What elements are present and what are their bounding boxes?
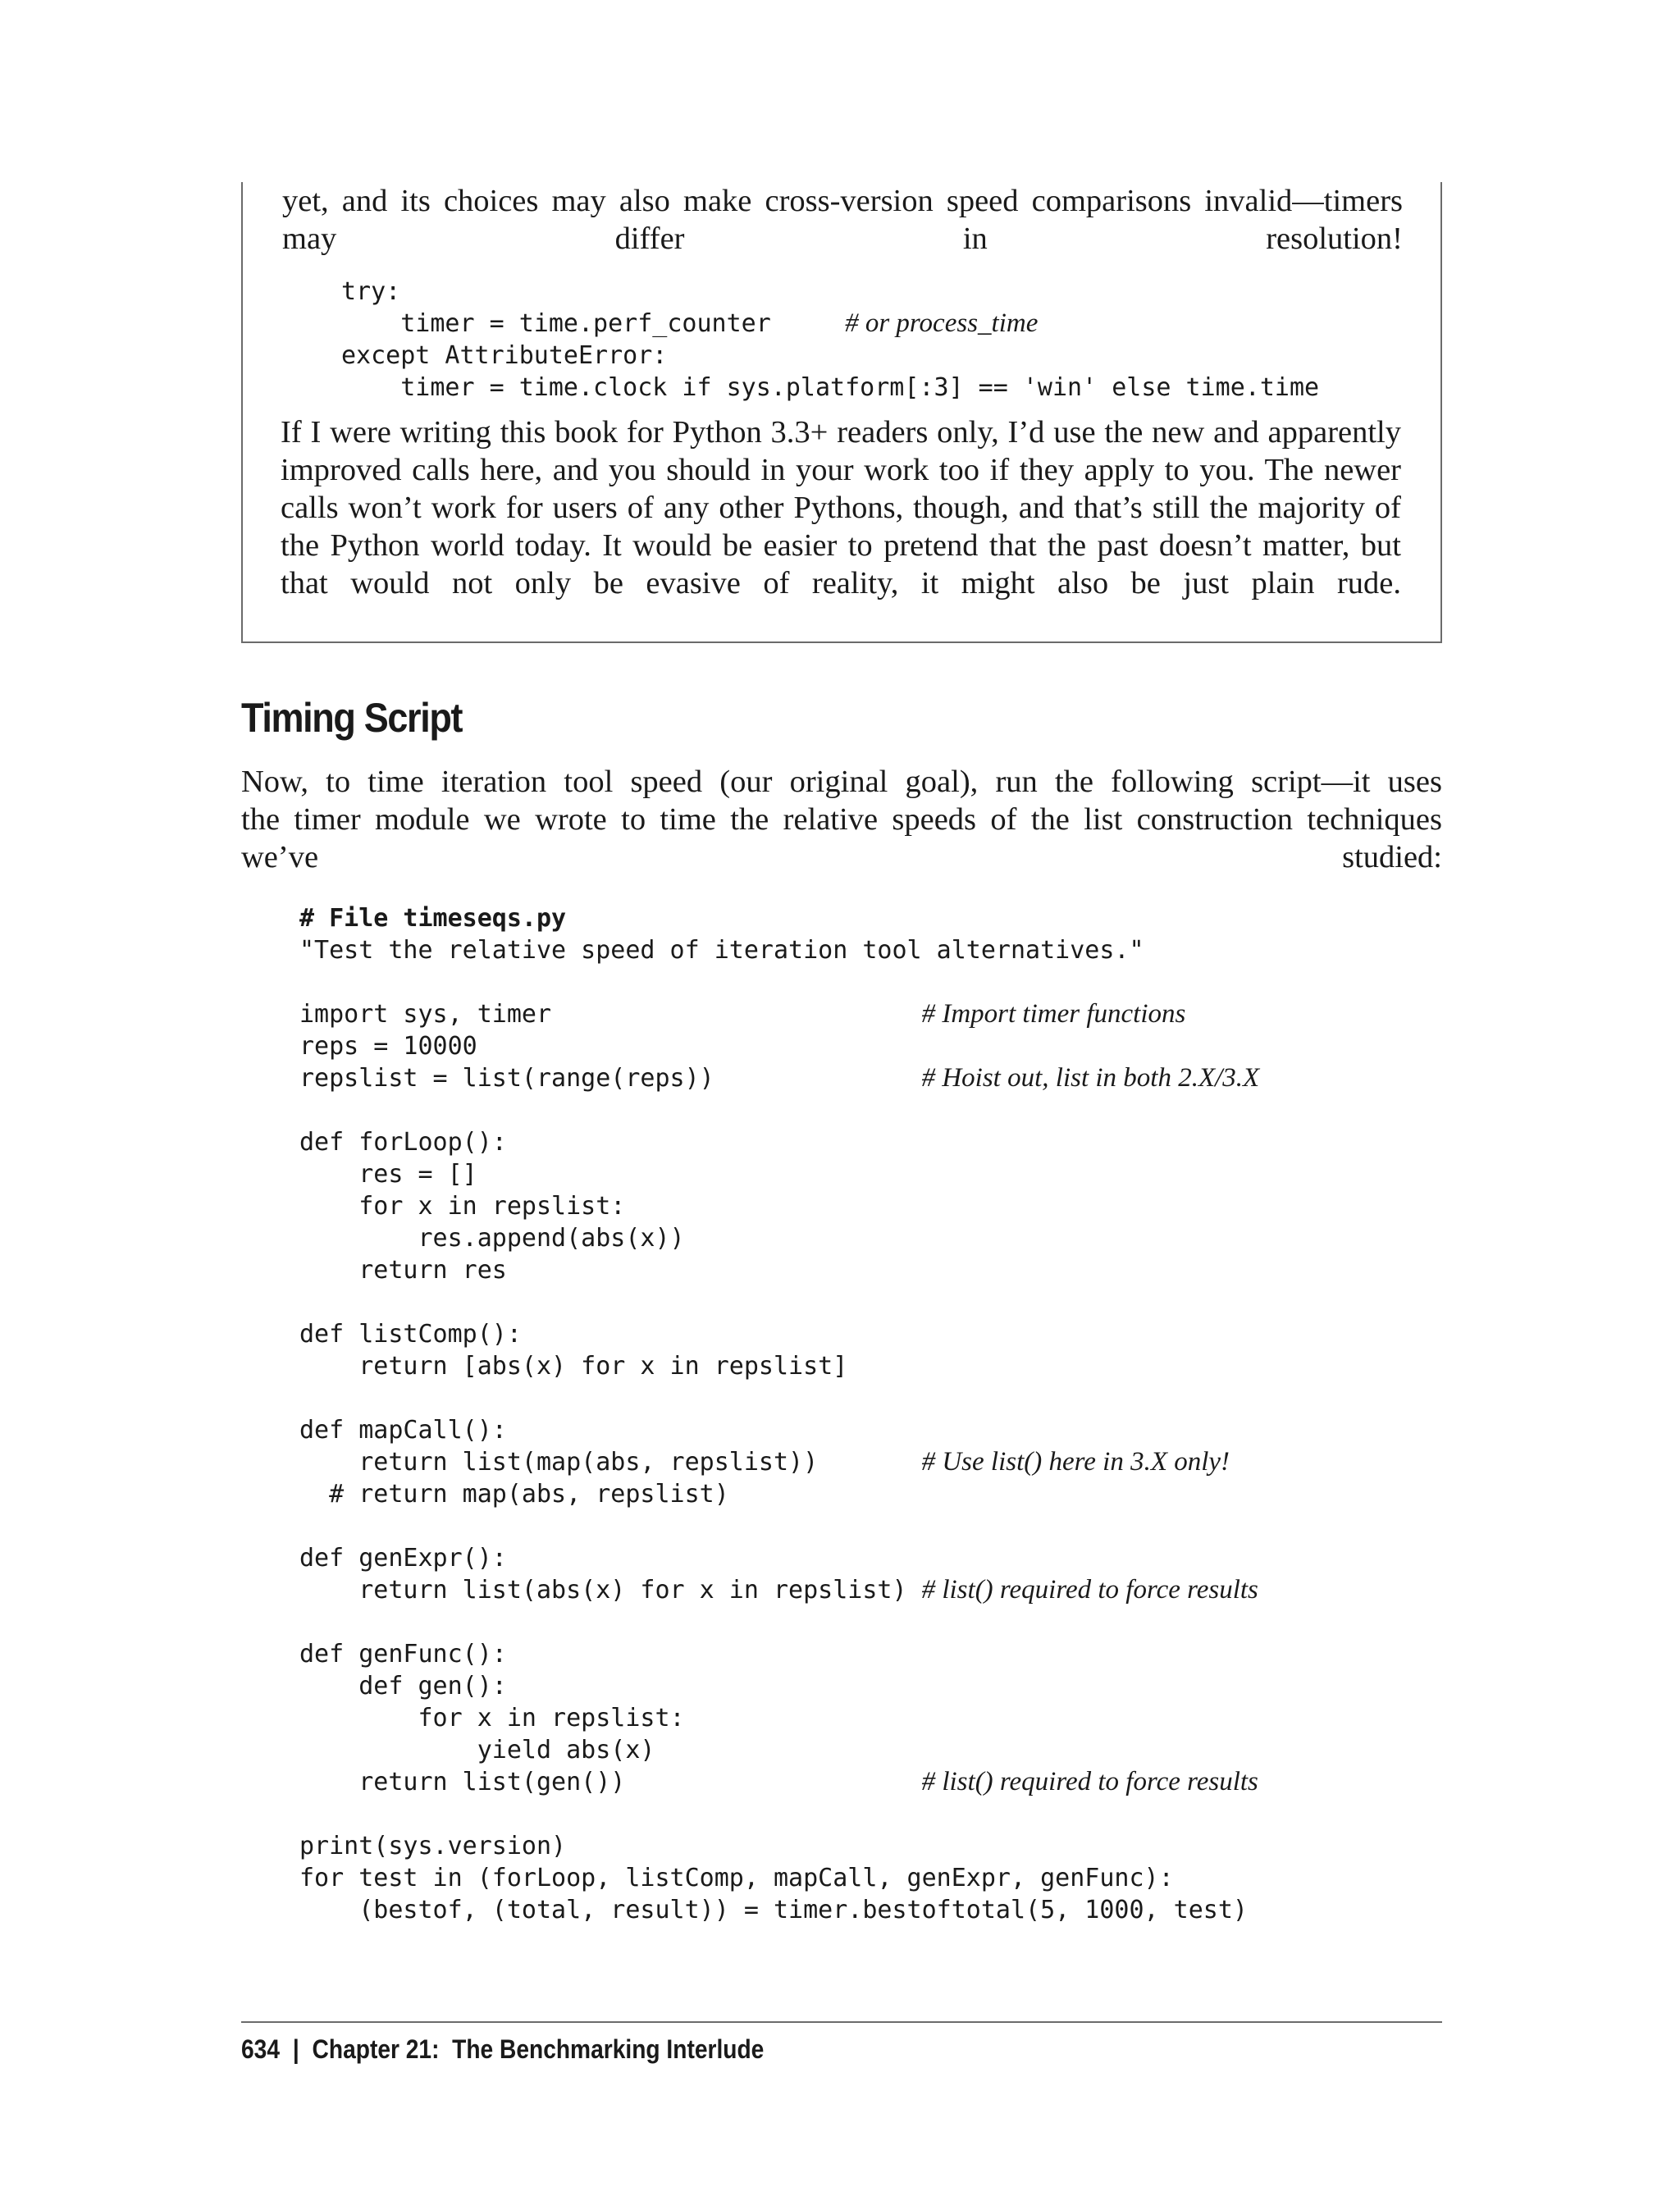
text-line: Now, to time iteration tool speed (our original goal), run the following script—it uses bbox=[241, 765, 1442, 799]
code-header: # File timeseqs.py bbox=[299, 904, 567, 933]
footer-separator: | bbox=[292, 2034, 299, 2064]
section-title: Timing Script bbox=[241, 695, 463, 741]
text-line: yet, and its choices may also make cross-version speed comparisons invalid—timers bbox=[282, 184, 1403, 218]
sidebar-closing-paragraph bbox=[281, 413, 1401, 602]
text-line: that would not only be evasive of reality, it might also be just plain rude. bbox=[281, 566, 1401, 600]
code-comment: # list() required to force results bbox=[921, 1575, 1258, 1605]
page-footer bbox=[241, 2033, 764, 2066]
text-line: we’ve studied: bbox=[241, 840, 1442, 874]
script-code-block: # File timeseqs.py "Test the relative speed of iteration tool alternatives." import sys, timer # Import timer functions reps = 10000 repslist = list(range(reps)) # Hoist out, list in both 2.X/3.X def forLoop(): res = [] for x in repslist: res.append(abs(x)) return res def listComp(): return [abs(x) for x in repslist] def mapCall(): return list(map(abs, repslist)) # Use list() here in 3.X only! # return map(abs, repslist) def genExpr(): return list(abs(x) for x in repslist) # list() required to force results def genFunc(): def gen(): for x in repslist: yield abs(x) return list(gen()) # list() required to force results print(sys.version) for test in (forLoop, listComp, mapCall, genExpr, genFunc): (bestof, (total, result)) = timer.bestoftotal(5, 1000, test) bbox=[299, 904, 1260, 1924]
text-line: the Python world today. It would be easier to pretend that the past doesn’t matter, but bbox=[281, 528, 1401, 563]
text-line: improved calls here, and you should in your work too if they apply to you. The newer bbox=[281, 453, 1401, 487]
sidebar-code-block: try: timer = time.perf_counter # or process_time except AttributeError: timer = time.clock if sys.platform[:3] == 'win' else time.time bbox=[341, 277, 1320, 402]
code-comment: # Import timer functions bbox=[921, 999, 1186, 1029]
code-comment: # Use list() here in 3.X only! bbox=[921, 1447, 1230, 1477]
page-number: 634 bbox=[241, 2034, 280, 2064]
text-line: If I were writing this book for Python 3.3+ readers only, I’d use the new and apparently bbox=[281, 415, 1401, 450]
code-comment: # list() required to force results bbox=[921, 1767, 1258, 1796]
text-line: calls won’t work for users of any other Pythons, though, and that’s still the majority of bbox=[281, 491, 1401, 525]
code-comment: # or process_time bbox=[845, 308, 1039, 338]
code-comment: # Hoist out, list in both 2.X/3.X bbox=[921, 1063, 1260, 1093]
sidebar-text bbox=[282, 182, 1403, 258]
text-line: may differ in resolution! bbox=[282, 221, 1403, 256]
footer-rule bbox=[241, 2021, 1442, 2023]
chapter-title: Chapter 21: The Benchmarking Interlude bbox=[312, 2034, 765, 2064]
section-intro-paragraph bbox=[241, 763, 1442, 876]
text-line: the timer module we wrote to time the relative speeds of the list construction techniques bbox=[241, 802, 1442, 837]
sidebar-intro-paragraph bbox=[282, 182, 1403, 258]
